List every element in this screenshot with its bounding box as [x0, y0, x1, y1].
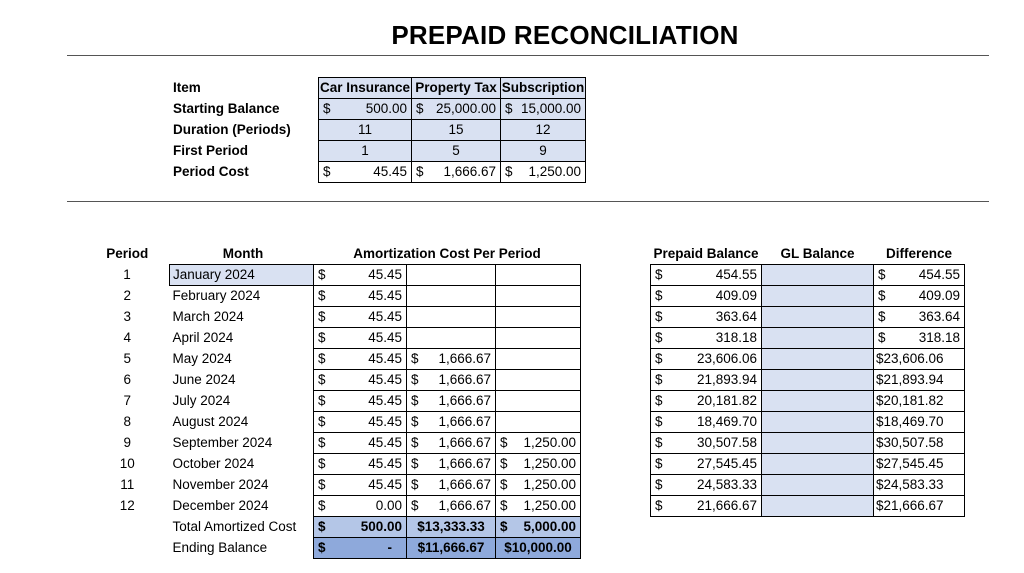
amortization-car-insurance[interactable] — [314, 349, 407, 370]
currency-symbol: $ — [655, 477, 663, 492]
amortization-subscription[interactable] — [496, 433, 581, 454]
cell-value: 45.45 — [368, 435, 402, 450]
amortization-subscription[interactable] — [496, 307, 581, 328]
cell-value: 45.45 — [368, 309, 402, 324]
cell-value: 454.55 — [715, 267, 757, 282]
cell-value: 45.45 — [368, 456, 402, 471]
amortization-property-tax[interactable] — [407, 475, 496, 496]
currency-symbol: $ — [500, 519, 508, 534]
amortization-property-tax[interactable] — [407, 349, 496, 370]
period-number: 4 — [123, 330, 131, 345]
row-label-duration: Duration (Periods) — [173, 122, 291, 137]
ending-balance-label: Ending Balance — [172, 540, 268, 555]
currency-symbol: $ — [878, 330, 886, 345]
currency-symbol: $ — [655, 393, 663, 408]
cell-value: - — [387, 540, 392, 555]
header-gl-balance: GL Balance — [780, 246, 855, 261]
table-row — [651, 286, 965, 307]
difference-cell[interactable]: $18,469.70 — [874, 412, 965, 433]
table-row — [85, 496, 581, 517]
table-row — [651, 496, 965, 517]
cell-value: 1,666.67 — [438, 372, 491, 387]
currency-symbol: $ — [318, 267, 326, 282]
cell-value: 1,250.00 — [523, 456, 576, 471]
amortization-car-insurance[interactable] — [314, 433, 407, 454]
gl-balance-cell[interactable] — [762, 286, 874, 307]
month-cell[interactable]: February 2024 — [172, 288, 261, 304]
cell-value: 1,666.67 — [438, 414, 491, 429]
currency-symbol: $ — [655, 414, 663, 429]
amortization-subscription[interactable] — [496, 349, 581, 370]
cell-value: 45.45 — [368, 372, 402, 387]
starting-balance-property-tax[interactable] — [412, 99, 501, 120]
currency-symbol: $ — [411, 456, 419, 471]
gl-balance-cell[interactable] — [762, 328, 874, 349]
prepaid-balance-cell[interactable] — [651, 265, 762, 286]
cell-value: 500.00 — [360, 519, 402, 534]
period-number: 2 — [123, 288, 131, 303]
prepaid-balance-cell[interactable] — [651, 307, 762, 328]
month-cell[interactable]: June 2024 — [172, 372, 236, 387]
amortization-car-insurance[interactable] — [314, 496, 407, 517]
currency-symbol: $ — [411, 435, 419, 450]
cell-value: 21,893.94 — [696, 372, 757, 387]
reconciliation-table — [650, 244, 965, 517]
amortization-car-insurance[interactable] — [314, 307, 407, 328]
amortization-car-insurance[interactable] — [314, 286, 407, 307]
currency-symbol: $ — [318, 519, 326, 534]
amortization-subscription[interactable] — [496, 412, 581, 433]
duration-car-insurance[interactable]: 11 — [319, 120, 412, 141]
amortization-property-tax[interactable] — [407, 433, 496, 454]
month-cell[interactable]: April 2024 — [172, 330, 234, 345]
period-number: 1 — [123, 267, 131, 282]
amortization-car-insurance[interactable] — [314, 475, 407, 496]
currency-symbol: $ — [500, 456, 508, 471]
table-row — [85, 391, 581, 412]
amortization-property-tax[interactable] — [407, 307, 496, 328]
currency-symbol: $ — [655, 372, 663, 387]
amortization-property-tax[interactable] — [407, 391, 496, 412]
currency-symbol: $ — [318, 456, 326, 471]
table-row — [651, 349, 965, 370]
amortization-property-tax[interactable] — [407, 496, 496, 517]
cell-value: 1,666.67 — [438, 456, 491, 471]
amortization-property-tax[interactable] — [407, 265, 496, 286]
month-cell[interactable]: August 2024 — [172, 414, 249, 429]
amortization-car-insurance[interactable] — [314, 328, 407, 349]
currency-symbol: $ — [655, 351, 663, 366]
cell-value: 18,469.70 — [696, 414, 757, 429]
table-row — [85, 370, 581, 391]
cell-value: 1,666.67 — [438, 477, 491, 492]
amortization-schedule-table — [85, 244, 581, 559]
currency-symbol: $ — [505, 101, 513, 116]
currency-symbol: $ — [318, 498, 326, 513]
cell-value: 363.64 — [918, 309, 960, 324]
cell-value: 500.00 — [365, 101, 407, 116]
col-header-subscription[interactable]: Subscription — [501, 78, 586, 99]
prepaid-balance-cell[interactable] — [651, 496, 762, 517]
difference-cell[interactable] — [874, 286, 965, 307]
amortization-subscription[interactable] — [496, 475, 581, 496]
cell-value: 45.45 — [368, 288, 402, 303]
cell-value: 363.64 — [715, 309, 757, 324]
total-amortized-car-insurance[interactable] — [314, 517, 407, 538]
table-row — [85, 349, 581, 370]
cell-value: 318.18 — [715, 330, 757, 345]
currency-symbol: $ — [878, 267, 886, 282]
amortization-car-insurance[interactable] — [314, 454, 407, 475]
amortization-car-insurance[interactable] — [314, 412, 407, 433]
cell-value: 27,545.45 — [696, 456, 757, 471]
gl-balance-cell[interactable] — [762, 391, 874, 412]
prepaid-balance-cell[interactable] — [651, 349, 762, 370]
gl-balance-cell[interactable] — [762, 265, 874, 286]
currency-symbol: $ — [318, 393, 326, 408]
month-cell[interactable]: January 2024 — [170, 265, 314, 286]
cell-value: 454.55 — [918, 267, 960, 282]
table-row — [651, 328, 965, 349]
cell-value: 1,666.67 — [438, 393, 491, 408]
cell-value: 318.18 — [918, 330, 960, 345]
difference-cell[interactable]: $23,606.06 — [874, 349, 965, 370]
cell-value: 1,666.67 — [438, 498, 491, 513]
page-title: PREPAID RECONCILIATION — [391, 20, 739, 50]
table-row — [651, 433, 965, 454]
gl-balance-cell[interactable] — [762, 370, 874, 391]
table-row — [85, 265, 581, 286]
period-number: 8 — [123, 414, 131, 429]
duration-property-tax[interactable]: 15 — [412, 120, 501, 141]
gl-balance-cell[interactable] — [762, 475, 874, 496]
currency-symbol: $ — [318, 288, 326, 303]
table-row — [651, 454, 965, 475]
period-number: 5 — [123, 351, 131, 366]
currency-symbol: $ — [411, 477, 419, 492]
table-row — [85, 412, 581, 433]
cell-value: 5,000.00 — [523, 519, 576, 534]
amortization-subscription[interactable] — [496, 454, 581, 475]
currency-symbol: $ — [323, 164, 331, 179]
cell-value: 1,250.00 — [523, 477, 576, 492]
duration-subscription[interactable]: 12 — [501, 120, 586, 141]
prepaid-balance-cell[interactable] — [651, 433, 762, 454]
col-header-property-tax[interactable]: Property Tax — [412, 78, 501, 99]
amortization-property-tax[interactable] — [407, 370, 496, 391]
amortization-property-tax[interactable] — [407, 412, 496, 433]
prepaid-balance-cell[interactable] — [651, 475, 762, 496]
amortization-car-insurance[interactable] — [314, 391, 407, 412]
month-cell[interactable]: December 2024 — [172, 498, 269, 513]
amortization-subscription[interactable] — [496, 265, 581, 286]
table-row — [651, 307, 965, 328]
currency-symbol: $ — [411, 393, 419, 408]
cell-value: 409.09 — [918, 288, 960, 303]
cell-value: 0.00 — [375, 498, 402, 513]
currency-symbol: $ — [655, 288, 663, 303]
header-amortization: Amortization Cost Per Period — [353, 246, 541, 261]
cell-value: 1,250.00 — [523, 498, 576, 513]
table-row — [85, 454, 581, 475]
period-number: 7 — [123, 393, 131, 408]
gl-balance-cell[interactable] — [762, 349, 874, 370]
period-number: 12 — [119, 498, 135, 513]
prepaid-balance-cell[interactable] — [651, 412, 762, 433]
cell-value: 45.45 — [368, 267, 402, 282]
currency-symbol: $ — [878, 309, 886, 324]
first-period-car-insurance[interactable]: 1 — [319, 141, 412, 162]
table-row — [651, 475, 965, 496]
prepaid-balance-cell[interactable] — [651, 286, 762, 307]
cell-value: 15,000.00 — [520, 101, 581, 116]
amortization-subscription[interactable] — [496, 496, 581, 517]
currency-symbol: $ — [411, 351, 419, 366]
gl-balance-cell[interactable] — [762, 307, 874, 328]
cell-value: 1,666.67 — [438, 435, 491, 450]
currency-symbol: $ — [500, 498, 508, 513]
amortization-subscription[interactable] — [496, 391, 581, 412]
currency-symbol: $ — [318, 477, 326, 492]
cell-value: 25,000.00 — [435, 101, 496, 116]
amortization-car-insurance[interactable] — [314, 265, 407, 286]
row-label-period-cost: Period Cost — [173, 164, 249, 179]
cell-value: 409.09 — [715, 288, 757, 303]
header-month: Month — [222, 246, 264, 261]
divider-middle — [67, 201, 989, 202]
total-amortized-property-tax[interactable]: $13,333.33 — [407, 517, 496, 538]
month-cell[interactable]: November 2024 — [172, 477, 269, 492]
prepaid-balance-cell[interactable] — [651, 391, 762, 412]
starting-balance-car-insurance[interactable] — [319, 99, 412, 120]
currency-symbol: $ — [655, 309, 663, 324]
table-row — [85, 475, 581, 496]
difference-cell[interactable]: $24,583.33 — [874, 475, 965, 496]
amortization-property-tax[interactable] — [407, 286, 496, 307]
difference-cell[interactable]: $21,666.67 — [874, 496, 965, 517]
table-row — [651, 391, 965, 412]
currency-symbol: $ — [655, 267, 663, 282]
table-row — [651, 265, 965, 286]
first-period-subscription[interactable]: 9 — [501, 141, 586, 162]
currency-symbol: $ — [318, 330, 326, 345]
table-row — [85, 286, 581, 307]
header-period: Period — [106, 246, 149, 262]
prepaid-balance-cell[interactable] — [651, 328, 762, 349]
currency-symbol: $ — [416, 101, 424, 116]
difference-cell[interactable]: $21,893.94 — [874, 370, 965, 391]
currency-symbol: $ — [318, 414, 326, 429]
month-cell[interactable]: March 2024 — [172, 309, 244, 324]
currency-symbol: $ — [655, 498, 663, 513]
row-label-item: Item — [173, 80, 201, 95]
currency-symbol: $ — [318, 309, 326, 324]
difference-cell[interactable] — [874, 307, 965, 328]
amortization-car-insurance[interactable] — [314, 370, 407, 391]
currency-symbol: $ — [318, 540, 326, 555]
gl-balance-cell[interactable] — [762, 433, 874, 454]
period-number: 11 — [120, 477, 135, 492]
amortization-subscription[interactable] — [496, 370, 581, 391]
difference-cell[interactable]: $27,545.45 — [874, 454, 965, 475]
currency-symbol: $ — [655, 330, 663, 345]
currency-symbol: $ — [411, 414, 419, 429]
period-number: 6 — [123, 372, 131, 387]
total-amortized-label: Total Amortized Cost — [172, 519, 297, 534]
currency-symbol: $ — [411, 372, 419, 387]
cell-value: 45.45 — [373, 164, 407, 179]
cell-value: 1,666.67 — [443, 164, 496, 179]
items-table — [170, 77, 586, 183]
prepaid-balance-cell[interactable] — [651, 370, 762, 391]
first-period-property-tax[interactable]: 5 — [412, 141, 501, 162]
starting-balance-subscription[interactable] — [501, 99, 586, 120]
table-row — [651, 412, 965, 433]
cell-value: 45.45 — [368, 477, 402, 492]
period-number: 9 — [123, 435, 131, 450]
currency-symbol: $ — [318, 351, 326, 366]
month-cell[interactable]: September 2024 — [172, 435, 273, 450]
ending-balance-row — [85, 538, 581, 559]
cell-value: 20,181.82 — [696, 393, 757, 408]
gl-balance-cell[interactable] — [762, 412, 874, 433]
currency-symbol: $ — [500, 435, 508, 450]
amortization-property-tax[interactable] — [407, 454, 496, 475]
cell-value: 45.45 — [368, 351, 402, 366]
month-cell[interactable]: July 2024 — [172, 393, 231, 408]
prepaid-balance-cell[interactable] — [651, 454, 762, 475]
header-prepaid-balance: Prepaid Balance — [653, 246, 759, 261]
cell-value: 30,507.58 — [696, 435, 757, 450]
total-amortized-subscription[interactable] — [496, 517, 581, 538]
gl-balance-cell[interactable] — [762, 496, 874, 517]
amortization-subscription[interactable] — [496, 328, 581, 349]
cell-value: 24,583.33 — [696, 477, 757, 492]
header-difference: Difference — [885, 246, 953, 261]
cell-value: 1,666.67 — [438, 351, 491, 366]
period-cost-subscription[interactable] — [501, 162, 586, 183]
currency-symbol: $ — [500, 477, 508, 492]
table-row — [651, 370, 965, 391]
cell-value: 45.45 — [368, 414, 402, 429]
currency-symbol: $ — [318, 435, 326, 450]
currency-symbol: $ — [878, 288, 886, 303]
difference-cell[interactable]: $20,181.82 — [874, 391, 965, 412]
period-cost-car-insurance[interactable] — [319, 162, 412, 183]
row-label-first-period: First Period — [173, 143, 249, 158]
difference-cell[interactable] — [874, 265, 965, 286]
table-row — [85, 328, 581, 349]
cell-value: 1,250.00 — [528, 164, 581, 179]
currency-symbol: $ — [655, 435, 663, 450]
amortization-property-tax[interactable] — [407, 328, 496, 349]
period-number: 3 — [123, 309, 131, 324]
amortization-subscription[interactable] — [496, 286, 581, 307]
currency-symbol: $ — [655, 456, 663, 471]
currency-symbol: $ — [323, 101, 331, 116]
period-cost-property-tax[interactable] — [412, 162, 501, 183]
currency-symbol: $ — [411, 498, 419, 513]
difference-cell[interactable] — [874, 328, 965, 349]
cell-value: 45.45 — [368, 393, 402, 408]
currency-symbol: $ — [416, 164, 424, 179]
difference-cell[interactable]: $30,507.58 — [874, 433, 965, 454]
ending-balance-subscription[interactable]: $10,000.00 — [496, 538, 581, 559]
ending-balance-car-insurance[interactable] — [314, 538, 407, 559]
table-row — [85, 307, 581, 328]
gl-balance-cell[interactable] — [762, 454, 874, 475]
ending-balance-property-tax[interactable]: $11,666.67 — [407, 538, 496, 559]
period-number: 10 — [119, 456, 135, 471]
table-row — [85, 433, 581, 454]
row-label-starting-balance: Starting Balance — [173, 101, 280, 116]
month-cell[interactable]: May 2024 — [172, 351, 232, 366]
cell-value: 23,606.06 — [696, 351, 757, 366]
month-cell[interactable]: October 2024 — [172, 456, 255, 471]
currency-symbol: $ — [505, 164, 513, 179]
cell-value: 1,250.00 — [523, 435, 576, 450]
cell-value: 45.45 — [368, 330, 402, 345]
col-header-car-insurance[interactable]: Car Insurance — [319, 78, 412, 99]
total-amortized-row — [85, 517, 581, 538]
cell-value: 21,666.67 — [696, 498, 757, 513]
currency-symbol: $ — [318, 372, 326, 387]
divider-top — [67, 55, 989, 56]
